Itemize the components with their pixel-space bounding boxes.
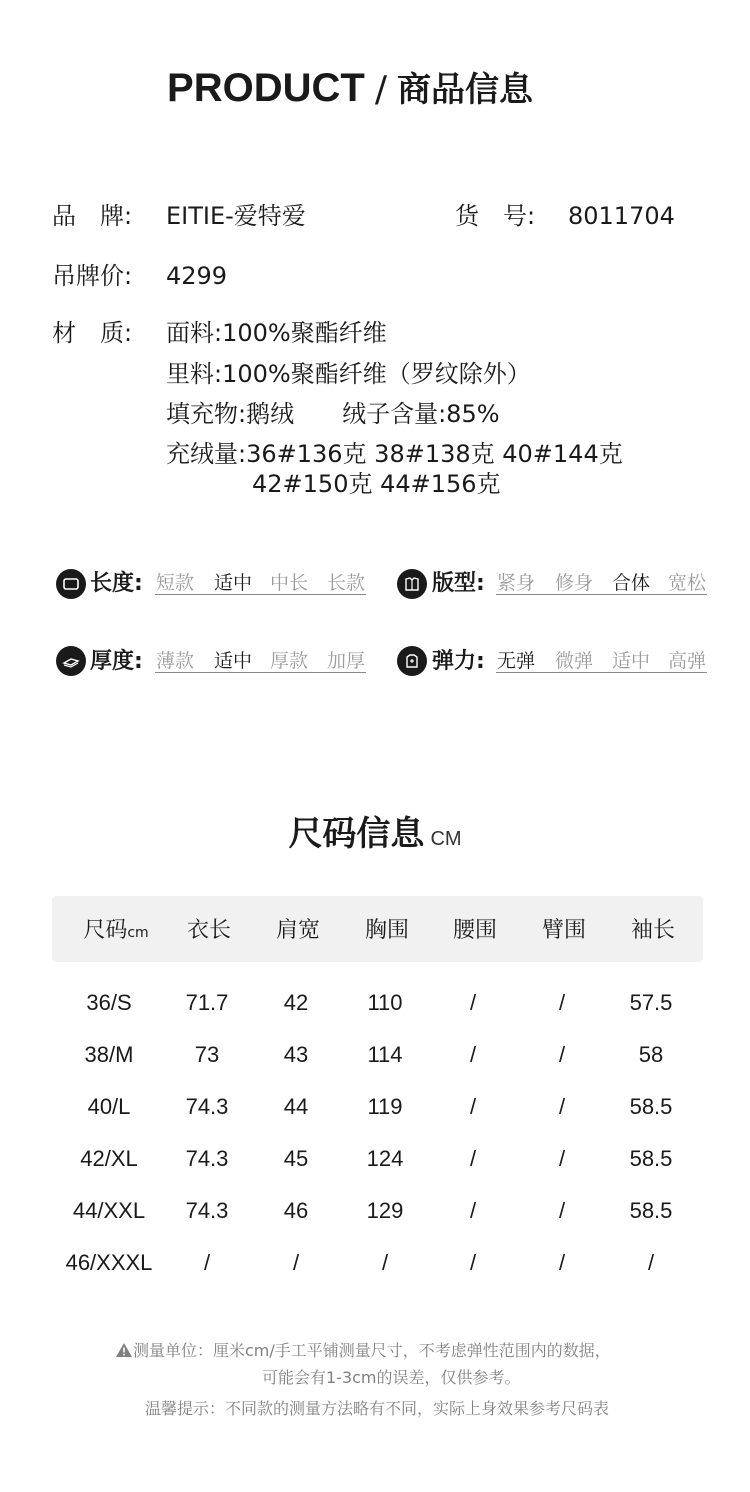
header-sleeve: 袖长 xyxy=(630,918,675,943)
size-table-cell: 58.5 xyxy=(629,1094,673,1119)
header-size-unit: cm xyxy=(127,925,149,941)
sku-label: 货 号: xyxy=(455,202,536,230)
size-table-cell: / xyxy=(469,1250,477,1275)
size-table-cell: / xyxy=(647,1250,655,1275)
size-table-cell: / xyxy=(469,1042,477,1067)
option-thickness-selected: 适中 xyxy=(214,650,253,672)
size-table-cell: 57.5 xyxy=(629,990,673,1015)
size-table-cell: / xyxy=(558,1042,566,1067)
size-table-cell: / xyxy=(558,990,566,1015)
material-line: 42#150克 44#156克 xyxy=(252,470,501,498)
size-table-cell: / xyxy=(469,1146,477,1171)
size-table-cell: / xyxy=(381,1250,389,1275)
note-line-1 xyxy=(115,1340,611,1362)
header-size-text: 尺码 xyxy=(83,918,128,943)
size-table-cell: / xyxy=(558,1094,566,1119)
option-fit: 紧身 xyxy=(497,572,536,594)
ruler-length-icon xyxy=(56,569,86,599)
option-fit: 宽松 xyxy=(668,572,707,594)
material-line: 里料:100%聚酯纤维（罗纹除外） xyxy=(166,360,531,388)
size-table-cell: 58.5 xyxy=(629,1198,673,1223)
size-table-cell: 42 xyxy=(283,990,309,1015)
size-table-cell: 44 xyxy=(283,1094,309,1119)
option-length-selected: 适中 xyxy=(214,572,253,594)
size-table-cell: / xyxy=(469,1094,477,1119)
size-table-cell: 124 xyxy=(366,1146,404,1171)
header-shoulder: 肩宽 xyxy=(275,918,320,943)
size-row-label: 38/M xyxy=(84,1042,134,1067)
size-row-label: 42/XL xyxy=(80,1146,138,1171)
size-table-cell: / xyxy=(469,1198,477,1223)
size-table-cell: 73 xyxy=(194,1042,220,1067)
title-en: PRODUCT xyxy=(167,66,365,110)
option-elasticity: 高弹 xyxy=(668,650,707,672)
note-line-2: 可能会有1-3cm的误差，仅供参考。 xyxy=(262,1368,521,1387)
attr-label-length: 长度: xyxy=(90,571,143,596)
material-line: 填充物:鹅绒 绒子含量:85% xyxy=(166,400,500,428)
price-label: 吊牌价: xyxy=(52,262,133,290)
size-title-text: 尺码信息 xyxy=(288,814,425,854)
price-value: 4299 xyxy=(166,262,228,290)
header-length: 衣长 xyxy=(186,918,231,943)
option-fit-selected: 合体 xyxy=(612,572,651,594)
option-thickness: 加厚 xyxy=(327,650,366,672)
size-row-label: 40/L xyxy=(87,1094,131,1119)
note-text-1: 测量单位：厘米cm/手工平铺测量尺寸，不考虑弹性范围内的数据， xyxy=(133,1341,611,1360)
material-line: 充绒量:36#136克 38#138克 40#144克 xyxy=(166,440,623,468)
elasticity-icon xyxy=(397,646,427,676)
material-line: 面料:100%聚酯纤维 xyxy=(166,319,387,347)
sku-value: 8011704 xyxy=(568,202,675,230)
header-waist: 腰围 xyxy=(452,918,497,943)
size-table-cell: / xyxy=(558,1198,566,1223)
option-length: 短款 xyxy=(156,572,195,594)
attr-label-fit: 版型: xyxy=(432,571,485,596)
size-table-cell: 74.3 xyxy=(185,1146,229,1171)
elasticity-underline xyxy=(496,672,707,673)
size-table-cell: 74.3 xyxy=(185,1094,229,1119)
size-table-cell: 119 xyxy=(367,1094,403,1119)
fit-shape-icon xyxy=(397,569,427,599)
size-row-label: 36/S xyxy=(86,990,132,1015)
brand-value: EITIE-爱特爱 xyxy=(166,202,306,230)
header-size xyxy=(72,913,160,944)
header-arm: 臂围 xyxy=(541,918,586,943)
size-table-cell: / xyxy=(292,1250,300,1275)
thickness-underline xyxy=(155,672,366,673)
size-table-cell: 74.3 xyxy=(185,1198,229,1223)
size-section-title xyxy=(0,806,750,855)
attr-label-thickness: 厚度: xyxy=(90,649,143,674)
size-title-unit: CM xyxy=(430,828,462,850)
option-length: 中长 xyxy=(270,572,309,594)
size-table-cell: 71.7 xyxy=(185,990,229,1015)
option-thickness: 厚款 xyxy=(270,650,309,672)
length-underline xyxy=(155,594,366,595)
size-table-header xyxy=(52,896,703,962)
page-title xyxy=(0,62,700,111)
size-table-cell: 129 xyxy=(366,1198,404,1223)
size-table-cell: / xyxy=(469,990,477,1015)
warning-icon xyxy=(115,1342,133,1358)
size-table-cell: / xyxy=(203,1250,211,1275)
title-cn: 商品信息 xyxy=(396,70,533,110)
material-label: 材 质: xyxy=(52,319,133,347)
header-chest: 胸围 xyxy=(364,918,409,943)
size-table-cell: 43 xyxy=(283,1042,309,1067)
option-elasticity: 微弹 xyxy=(555,650,594,672)
size-table-cell: 46 xyxy=(283,1198,309,1223)
size-table-cell: 110 xyxy=(367,990,403,1015)
fit-underline xyxy=(496,594,707,595)
size-table-cell: / xyxy=(558,1146,566,1171)
option-fit: 修身 xyxy=(555,572,594,594)
option-elasticity: 适中 xyxy=(612,650,651,672)
size-row-label: 44/XXL xyxy=(72,1198,146,1223)
size-table-cell: 58.5 xyxy=(629,1146,673,1171)
title-slash: / xyxy=(374,69,387,110)
attr-label-elasticity: 弹力: xyxy=(432,649,485,674)
size-table-cell: 114 xyxy=(367,1042,403,1067)
option-elasticity-selected: 无弹 xyxy=(497,650,536,672)
option-length: 长款 xyxy=(327,572,366,594)
thickness-icon xyxy=(56,646,86,676)
size-table-cell: / xyxy=(558,1250,566,1275)
note-line-3: 温馨提示：不同款的测量方法略有不同，实际上身效果参考尺码表 xyxy=(145,1399,610,1418)
size-table-cell: 45 xyxy=(283,1146,309,1171)
brand-label: 品 牌: xyxy=(52,202,133,230)
option-thickness: 薄款 xyxy=(156,650,195,672)
size-row-label: 46/XXXL xyxy=(65,1250,153,1275)
size-table-cell: 58 xyxy=(638,1042,664,1067)
